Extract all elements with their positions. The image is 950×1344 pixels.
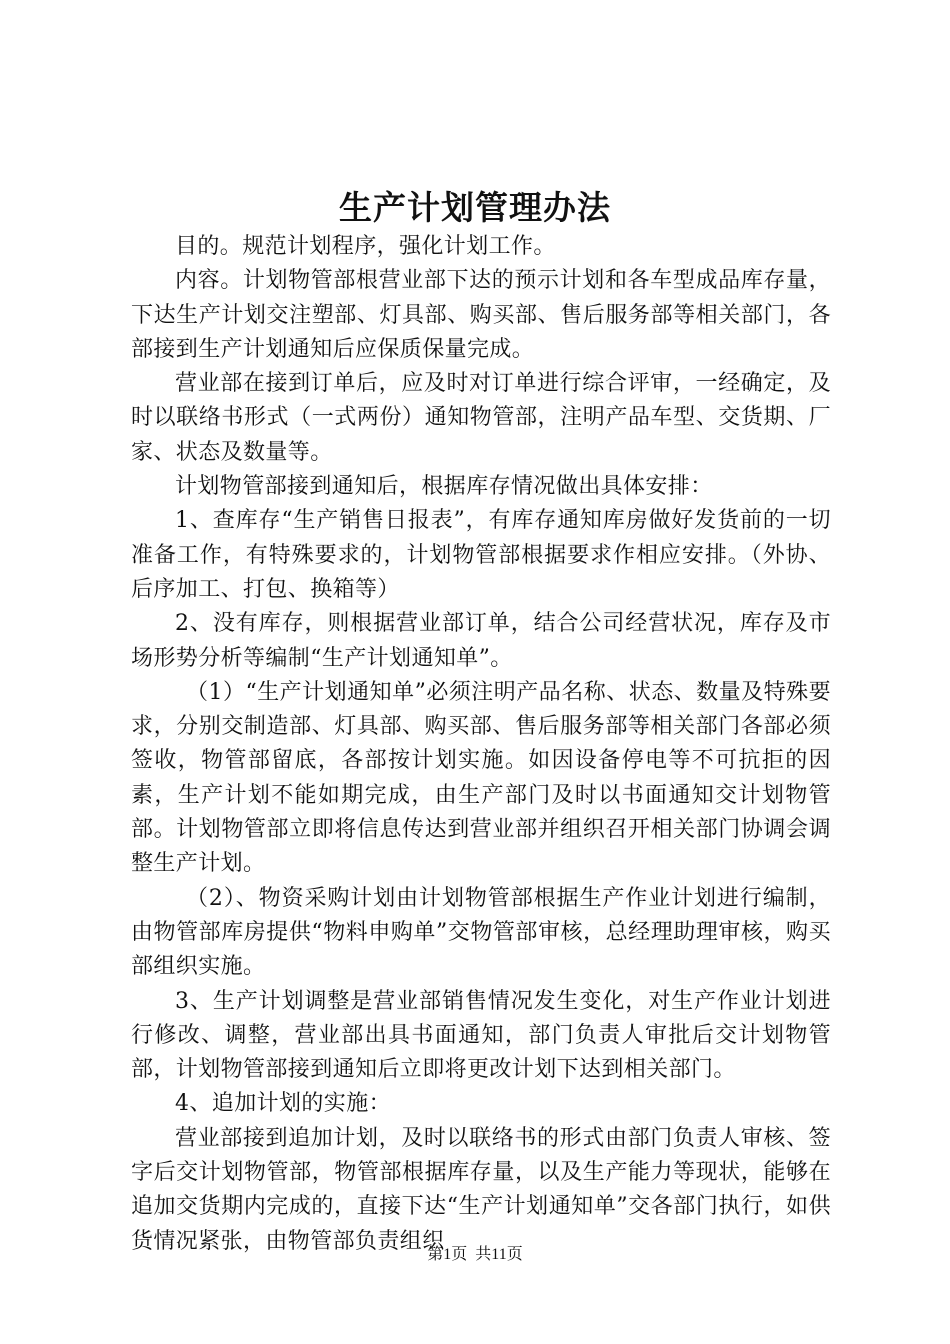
paragraph-content: 内容。计划物管部根营业部下达的预示计划和各车型成品库存量，下达生产计划交注塑部、灯具部、购买部、售后服务部等相关部门，各部接到生产计划通知后应保质保量完成。: [131, 268, 831, 362]
paragraph-sub-item-2: （2）、物资采购计划由计划物管部根据生产作业计划进行编制，由物管部库房提供“物料申购单”交物管部审核，总经理助理审核，购买部组织实施。: [131, 885, 831, 980]
paragraph-item-2: 2、没有库存，则根据营业部订单，结合公司经营状况，库存及市场形势分析等编制“生产计划通知单”。: [131, 611, 831, 671]
paragraph-arrangement: 计划物管部接到通知后，根据库存情况做出具体安排：: [175, 474, 713, 500]
paragraph-item-4: 4、追加计划的实施：: [175, 1091, 391, 1117]
paragraph-item-3: 3、生产计划调整是营业部销售情况发生变化，对生产作业计划进行修改、调整，营业部出具书面通知，部门负责人审批后交计划物管部，计划物管部接到通知后立即将更改计划下达到相关部门。: [131, 988, 831, 1083]
page-number: 第1页: [427, 1246, 468, 1263]
page-footer: [0, 1245, 950, 1265]
document-title: 生产计划管理办法: [339, 188, 611, 227]
document-body: [131, 230, 831, 1259]
paragraph-sales-order: 营业部在接到订单后，应及时对订单进行综合评审，一经确定，及时以联络书形式（一式两份）通知物管部，注明产品车型、交货期、厂家、状态及数量等。: [131, 371, 831, 465]
paragraph-sub-item-1: （1）“生产计划通知单”必须注明产品名称、状态、数量及特殊要求，分别交制造部、灯具部、购买部、售后服务部等相关部门各部必须签收，物管部留底，各部按计划实施。如因设备停电等不可抗拒的因素，生产计划不能如期完成，由生产部门及时以书面通知交计划物管部。计划物管部立即将信息传达到营业部并组织召开相关部门协调会调整生产计划。: [131, 679, 831, 877]
paragraph-purpose: 目的。规范计划程序，强化计划工作。: [175, 234, 556, 259]
page-total: 共11页: [475, 1246, 523, 1263]
paragraph-item-1: 1、查库存“生产销售日报表”，有库存通知库房做好发货前的一切准备工作，有特殊要求的，计划物管部根据要求作相应安排。（外协、后序加工、打包、换箱等）: [131, 508, 831, 602]
paragraph-additional-plan: 营业部接到追加计划，及时以联络书的形式由部门负责人审核、签字后交计划物管部，物管部根据库存量，以及生产能力等现状，能够在追加交货期内完成的，直接下达“生产计划通知单”交各部门执行，如供货情况紧张，由物管部负责组织: [131, 1125, 831, 1254]
